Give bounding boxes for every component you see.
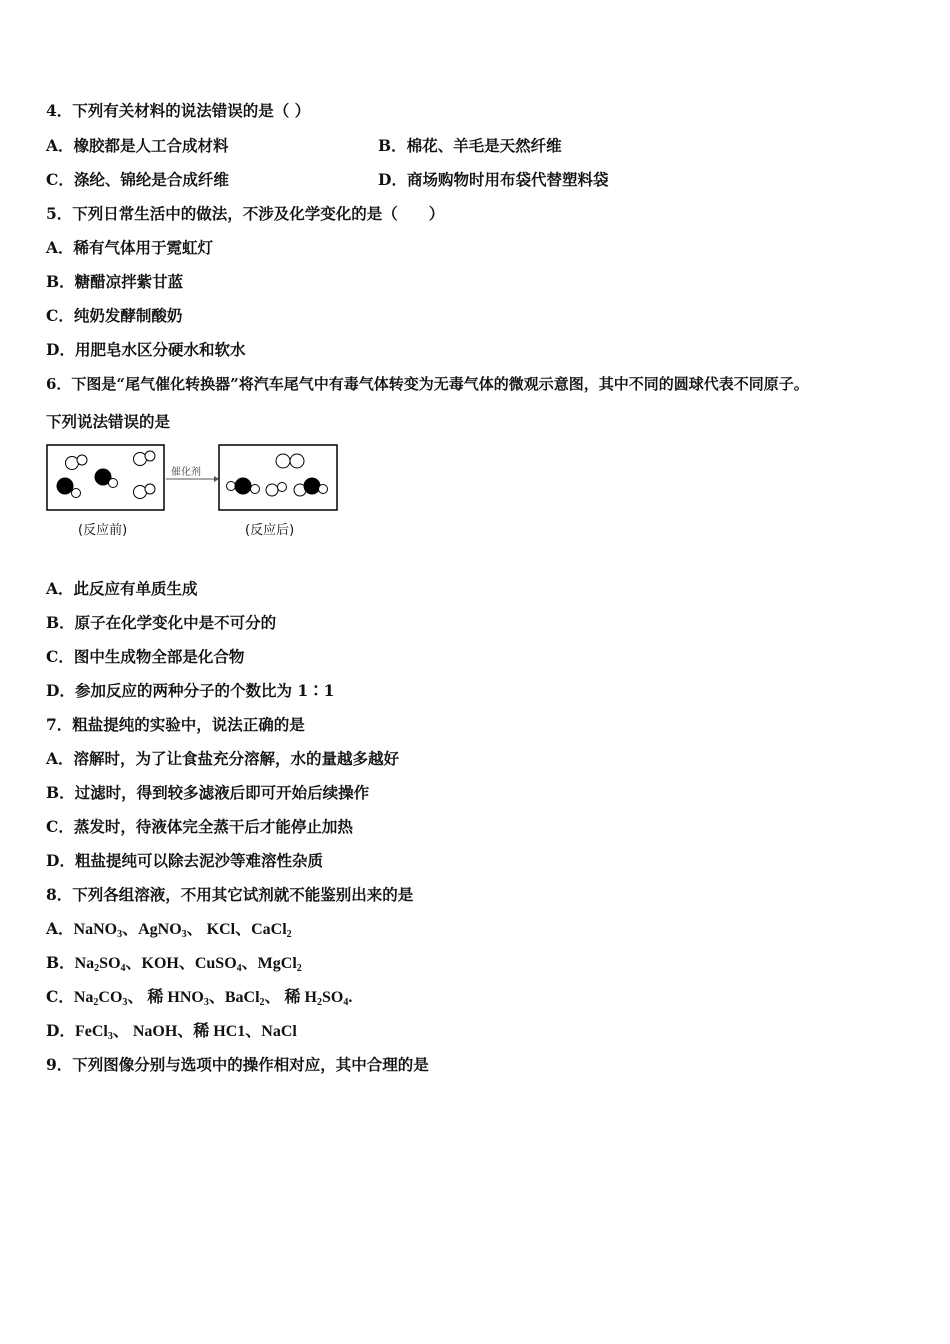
q6-option-a: A．此反应有单质生成: [46, 579, 198, 598]
atom: [235, 478, 252, 495]
q6-option-b: B．原子在化学变化中是不可分的: [46, 613, 277, 632]
q8-option-d: D．FeCl$_3$、 NaOH、稀 HC1、NaCl: [46, 1021, 297, 1042]
before-caption: (反应前): [78, 523, 128, 538]
q4-option-b: B．棉花、羊毛是天然纤维: [378, 136, 562, 155]
arrow-label: 催化剂: [171, 467, 201, 478]
atom: [276, 454, 290, 468]
q4-option-c: C．涤纶、锦纶是合成纤维: [46, 170, 229, 189]
q5-option-d: D．用肥皂水区分硬水和软水: [46, 340, 246, 359]
atom: [145, 484, 155, 494]
atom: [304, 478, 321, 495]
q5-option-b: B．糖醋凉拌紫甘蓝: [46, 272, 184, 291]
q9-stem: 9．下列图像分别与选项中的操作相对应，其中合理的是: [46, 1055, 429, 1074]
q8-option-b-prefix: B．: [46, 953, 75, 972]
atom: [72, 489, 81, 498]
atom: [66, 457, 79, 470]
atom: [134, 453, 147, 466]
q4-option-a: A．橡胶都是人工合成材料: [46, 136, 229, 155]
q5-option-a: A．稀有气体用于霓虹灯: [46, 238, 214, 257]
q8-stem: 8．下列各组溶液，不用其它试剂就不能鉴别出来的是: [46, 885, 414, 904]
reaction-diagram: [46, 443, 346, 543]
q8-option-b: B．$Na_2SO_4$、KOH、CuSO$_4$、MgCl$_2$: [46, 953, 302, 974]
q8-option-c: C．$Na_2CO_3$、 稀 $HNO_3$、BaCl$_2$、 稀 $H_2SO_4$.: [46, 987, 353, 1008]
atom: [134, 486, 147, 499]
after-caption: (反应后): [245, 523, 295, 538]
atom: [251, 485, 260, 494]
q4-option-d: D．商场购物时用布袋代替塑料袋: [378, 170, 609, 189]
atom: [266, 484, 278, 496]
atom: [319, 485, 328, 494]
atom: [278, 483, 287, 492]
q4-stem: 4．下列有关材料的说法错误的是（ ）: [46, 101, 311, 120]
atom: [227, 482, 236, 491]
after-box: [219, 445, 337, 510]
reaction-diagram-svg: [46, 443, 346, 518]
atom: [57, 478, 74, 495]
q5-option-c: C．纯奶发酵制酸奶: [46, 306, 183, 325]
atom: [109, 479, 118, 488]
atom: [290, 454, 304, 468]
q8-option-d-prefix: D．: [46, 1021, 75, 1040]
q7-option-c: C．蒸发时，待液体完全蒸干后才能停止加热: [46, 817, 353, 836]
q8-option-a-prefix: A．: [46, 919, 74, 938]
q5-stem: 5．下列日常生活中的做法，不涉及化学变化的是（ ）: [46, 204, 445, 223]
q6-stem-line1: 6．下图是“尾气催化转换器”将汽车尾气中有毒气体转变为无毒气体的微观示意图，其中不同的圆球代表不同原子。: [46, 375, 809, 393]
q7-option-a: A．溶解时，为了让食盐充分溶解，水的量越多越好: [46, 749, 400, 768]
q6-stem-line2: 下列说法错误的是: [46, 412, 171, 431]
atom: [77, 455, 87, 465]
q7-option-d: D．粗盐提纯可以除去泥沙等难溶性杂质: [46, 851, 323, 870]
q6-option-d: D．参加反应的两种分子的个数比为 1∶1: [46, 681, 335, 700]
q6-option-c: C．图中生成物全部是化合物: [46, 647, 245, 666]
q8-option-c-prefix: C．: [46, 987, 74, 1006]
atom: [145, 451, 155, 461]
q7-stem: 7．粗盐提纯的实验中，说法正确的是: [46, 715, 305, 734]
q7-option-b: B．过滤时，得到较多滤液后即可开始后续操作: [46, 783, 370, 802]
q8-option-a: A．NaNO$_3$、AgNO$_3$、 KCl、CaCl$_2$: [46, 919, 292, 940]
